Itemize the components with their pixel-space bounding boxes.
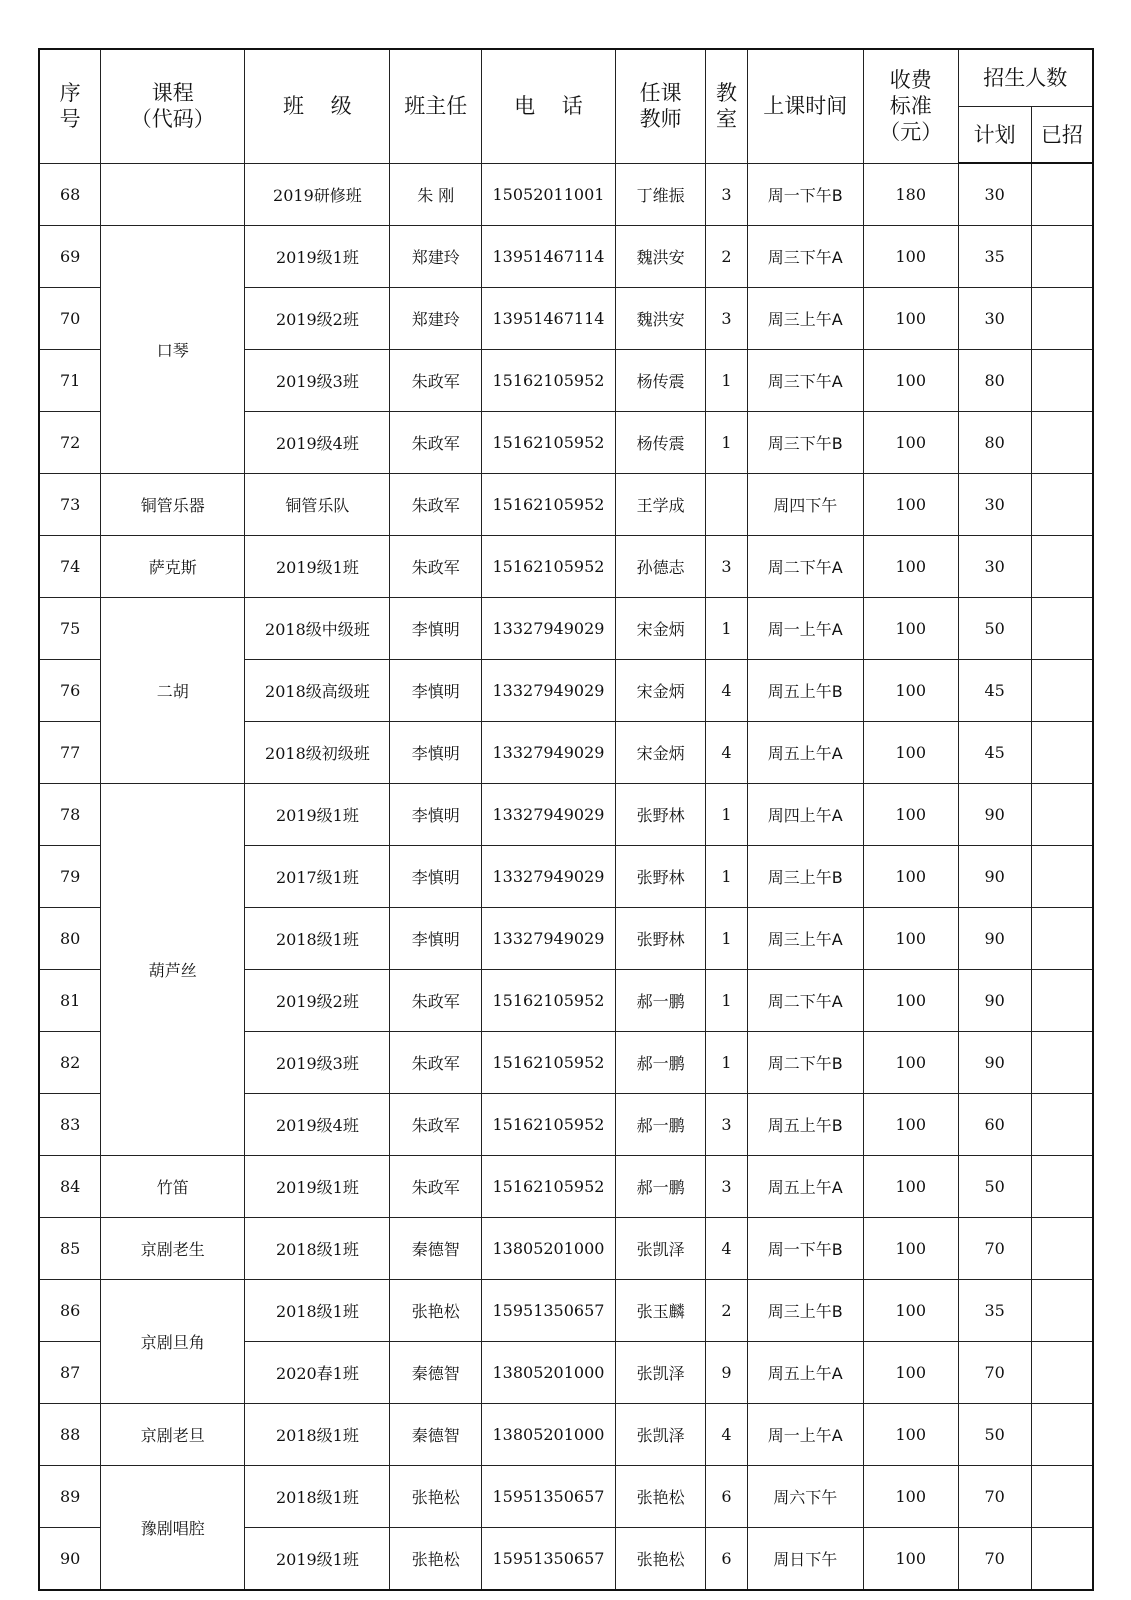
phone-cell: 13327949029 bbox=[482, 722, 616, 784]
room-cell: 4 bbox=[706, 660, 747, 722]
enrolled-cell bbox=[1031, 1528, 1093, 1591]
class-cell: 2020春1班 bbox=[245, 1342, 390, 1404]
class-cell: 2018级1班 bbox=[245, 908, 390, 970]
phone-cell: 13805201000 bbox=[482, 1218, 616, 1280]
room-cell: 1 bbox=[706, 908, 747, 970]
teacher-cell: 魏洪安 bbox=[615, 226, 706, 288]
room-cell: 1 bbox=[706, 846, 747, 908]
class-cell: 2017级1班 bbox=[245, 846, 390, 908]
planned-cell: 70 bbox=[958, 1466, 1031, 1528]
room-cell: 3 bbox=[706, 288, 747, 350]
room-cell: 6 bbox=[706, 1466, 747, 1528]
phone-cell: 13327949029 bbox=[482, 908, 616, 970]
phone-cell: 15951350657 bbox=[482, 1466, 616, 1528]
time-cell: 周五上午B bbox=[747, 1094, 863, 1156]
fee-cell: 100 bbox=[863, 474, 958, 536]
time-cell: 周四上午A bbox=[747, 784, 863, 846]
planned-cell: 60 bbox=[958, 1094, 1031, 1156]
header-room bbox=[706, 49, 747, 163]
table-row bbox=[39, 598, 1093, 660]
fee-cell: 100 bbox=[863, 350, 958, 412]
fee-cell: 100 bbox=[863, 1218, 958, 1280]
seq-cell: 73 bbox=[39, 474, 101, 536]
table-row bbox=[39, 1466, 1093, 1528]
header-teacher-line1: 任课 bbox=[639, 81, 682, 106]
header-enrolled: 已招 bbox=[1031, 107, 1093, 164]
planned-cell: 90 bbox=[958, 970, 1031, 1032]
time-cell: 周五上午A bbox=[747, 722, 863, 784]
seq-cell: 85 bbox=[39, 1218, 101, 1280]
fee-cell: 100 bbox=[863, 660, 958, 722]
fee-cell: 100 bbox=[863, 1156, 958, 1218]
head-teacher-cell: 李慎明 bbox=[390, 846, 482, 908]
room-cell: 1 bbox=[706, 970, 747, 1032]
time-cell: 周一上午A bbox=[747, 1404, 863, 1466]
teacher-cell: 宋金炳 bbox=[615, 598, 706, 660]
phone-cell: 13951467114 bbox=[482, 288, 616, 350]
head-teacher-cell: 张艳松 bbox=[390, 1280, 482, 1342]
time-cell: 周日下午 bbox=[747, 1528, 863, 1591]
table-row bbox=[39, 1280, 1093, 1342]
seq-cell: 76 bbox=[39, 660, 101, 722]
time-cell: 周二下午A bbox=[747, 536, 863, 598]
teacher-cell: 郝一鹏 bbox=[615, 1094, 706, 1156]
phone-cell: 13327949029 bbox=[482, 846, 616, 908]
teacher-cell: 张野林 bbox=[615, 908, 706, 970]
enrolled-cell bbox=[1031, 226, 1093, 288]
seq-cell: 86 bbox=[39, 1280, 101, 1342]
teacher-cell: 杨传震 bbox=[615, 412, 706, 474]
fee-cell: 100 bbox=[863, 598, 958, 660]
enrolled-cell bbox=[1031, 1466, 1093, 1528]
room-cell: 1 bbox=[706, 1032, 747, 1094]
head-teacher-cell: 朱政军 bbox=[390, 1094, 482, 1156]
class-cell: 2018级1班 bbox=[245, 1218, 390, 1280]
fee-cell: 100 bbox=[863, 784, 958, 846]
seq-cell: 87 bbox=[39, 1342, 101, 1404]
head-teacher-cell: 李慎明 bbox=[390, 722, 482, 784]
time-cell: 周三上午A bbox=[747, 908, 863, 970]
class-cell: 2019级1班 bbox=[245, 226, 390, 288]
table-header bbox=[39, 49, 1093, 163]
course-cell: 铜管乐器 bbox=[101, 474, 245, 536]
enrolled-cell bbox=[1031, 1342, 1093, 1404]
phone-cell: 15162105952 bbox=[482, 536, 616, 598]
phone-cell: 15951350657 bbox=[482, 1280, 616, 1342]
course-schedule-table bbox=[38, 48, 1094, 1591]
planned-cell: 50 bbox=[958, 1156, 1031, 1218]
table-row bbox=[39, 784, 1093, 846]
time-cell: 周五上午A bbox=[747, 1342, 863, 1404]
teacher-cell: 张凯泽 bbox=[615, 1342, 706, 1404]
phone-cell: 13327949029 bbox=[482, 784, 616, 846]
seq-cell: 80 bbox=[39, 908, 101, 970]
time-cell: 周一下午B bbox=[747, 1218, 863, 1280]
seq-cell: 81 bbox=[39, 970, 101, 1032]
head-teacher-cell: 朱政军 bbox=[390, 1156, 482, 1218]
teacher-cell: 王学成 bbox=[615, 474, 706, 536]
enrolled-cell bbox=[1031, 1404, 1093, 1466]
room-cell: 3 bbox=[706, 1156, 747, 1218]
course-cell: 葫芦丝 bbox=[101, 784, 245, 1156]
enrolled-cell bbox=[1031, 598, 1093, 660]
course-cell: 萨克斯 bbox=[101, 536, 245, 598]
room-cell: 1 bbox=[706, 784, 747, 846]
fee-cell: 100 bbox=[863, 1094, 958, 1156]
head-teacher-cell: 张艳松 bbox=[390, 1528, 482, 1591]
head-teacher-cell: 李慎明 bbox=[390, 908, 482, 970]
header-room-line2: 室 bbox=[716, 107, 738, 132]
room-cell: 2 bbox=[706, 226, 747, 288]
phone-cell: 13805201000 bbox=[482, 1342, 616, 1404]
fee-cell: 100 bbox=[863, 536, 958, 598]
fee-cell: 100 bbox=[863, 970, 958, 1032]
course-cell: 口琴 bbox=[101, 226, 245, 474]
enrolled-cell bbox=[1031, 908, 1093, 970]
head-teacher-cell: 李慎明 bbox=[390, 660, 482, 722]
head-teacher-cell: 朱政军 bbox=[390, 350, 482, 412]
enrolled-cell bbox=[1031, 1032, 1093, 1094]
room-cell: 1 bbox=[706, 598, 747, 660]
fee-cell: 100 bbox=[863, 1466, 958, 1528]
header-course bbox=[101, 49, 245, 163]
header-phone-label: 电 话 bbox=[514, 94, 583, 119]
teacher-cell: 郝一鹏 bbox=[615, 1032, 706, 1094]
head-teacher-cell: 秦德智 bbox=[390, 1404, 482, 1466]
planned-cell: 70 bbox=[958, 1218, 1031, 1280]
phone-cell: 13327949029 bbox=[482, 660, 616, 722]
enrolled-cell bbox=[1031, 1156, 1093, 1218]
header-time: 上课时间 bbox=[747, 49, 863, 163]
room-cell bbox=[706, 474, 747, 536]
table-row bbox=[39, 1156, 1093, 1218]
class-cell: 2019研修班 bbox=[245, 163, 390, 226]
header-fee bbox=[863, 49, 958, 163]
fee-cell: 100 bbox=[863, 288, 958, 350]
planned-cell: 80 bbox=[958, 350, 1031, 412]
phone-cell: 13951467114 bbox=[482, 226, 616, 288]
fee-cell: 100 bbox=[863, 1032, 958, 1094]
enrolled-cell bbox=[1031, 970, 1093, 1032]
seq-cell: 78 bbox=[39, 784, 101, 846]
header-room-line1: 教 bbox=[716, 81, 738, 106]
enrolled-cell bbox=[1031, 846, 1093, 908]
teacher-cell: 张艳松 bbox=[615, 1466, 706, 1528]
planned-cell: 50 bbox=[958, 598, 1031, 660]
seq-cell: 83 bbox=[39, 1094, 101, 1156]
teacher-cell: 宋金炳 bbox=[615, 722, 706, 784]
head-teacher-cell: 朱政军 bbox=[390, 412, 482, 474]
head-teacher-cell: 朱政军 bbox=[390, 1032, 482, 1094]
enrolled-cell bbox=[1031, 1280, 1093, 1342]
phone-cell: 15162105952 bbox=[482, 1094, 616, 1156]
teacher-cell: 孙德志 bbox=[615, 536, 706, 598]
teacher-cell: 杨传震 bbox=[615, 350, 706, 412]
room-cell: 3 bbox=[706, 163, 747, 226]
room-cell: 6 bbox=[706, 1528, 747, 1591]
phone-cell: 13805201000 bbox=[482, 1404, 616, 1466]
enrolled-cell bbox=[1031, 1094, 1093, 1156]
enrolled-cell bbox=[1031, 784, 1093, 846]
time-cell: 周一下午B bbox=[747, 163, 863, 226]
fee-cell: 100 bbox=[863, 846, 958, 908]
seq-cell: 79 bbox=[39, 846, 101, 908]
enrolled-cell bbox=[1031, 660, 1093, 722]
seq-cell: 69 bbox=[39, 226, 101, 288]
header-seq-line1: 序 bbox=[59, 81, 81, 106]
fee-cell: 100 bbox=[863, 1280, 958, 1342]
time-cell: 周三上午A bbox=[747, 288, 863, 350]
header-class bbox=[245, 49, 390, 163]
enrolled-cell bbox=[1031, 1218, 1093, 1280]
class-cell: 2018级1班 bbox=[245, 1280, 390, 1342]
head-teacher-cell: 张艳松 bbox=[390, 1466, 482, 1528]
time-cell: 周一上午A bbox=[747, 598, 863, 660]
enrolled-cell bbox=[1031, 722, 1093, 784]
seq-cell: 88 bbox=[39, 1404, 101, 1466]
head-teacher-cell: 李慎明 bbox=[390, 784, 482, 846]
header-enroll: 招生人数 bbox=[958, 49, 1093, 107]
time-cell: 周二下午A bbox=[747, 970, 863, 1032]
planned-cell: 70 bbox=[958, 1342, 1031, 1404]
teacher-cell: 张艳松 bbox=[615, 1528, 706, 1591]
fee-cell: 100 bbox=[863, 1404, 958, 1466]
teacher-cell: 张野林 bbox=[615, 784, 706, 846]
course-cell: 竹笛 bbox=[101, 1156, 245, 1218]
header-phone bbox=[482, 49, 616, 163]
head-teacher-cell: 朱政军 bbox=[390, 970, 482, 1032]
table-row bbox=[39, 226, 1093, 288]
enrolled-cell bbox=[1031, 350, 1093, 412]
phone-cell: 15052011001 bbox=[482, 163, 616, 226]
class-cell: 2019级1班 bbox=[245, 1528, 390, 1591]
class-cell: 2019级1班 bbox=[245, 1156, 390, 1218]
time-cell: 周五上午A bbox=[747, 1156, 863, 1218]
fee-cell: 180 bbox=[863, 163, 958, 226]
teacher-cell: 丁维振 bbox=[615, 163, 706, 226]
class-cell: 2018级1班 bbox=[245, 1466, 390, 1528]
fee-cell: 100 bbox=[863, 1342, 958, 1404]
teacher-cell: 魏洪安 bbox=[615, 288, 706, 350]
seq-cell: 75 bbox=[39, 598, 101, 660]
enrolled-cell bbox=[1031, 536, 1093, 598]
planned-cell: 90 bbox=[958, 784, 1031, 846]
head-teacher-cell: 郑建玲 bbox=[390, 288, 482, 350]
header-class-label: 班 级 bbox=[283, 94, 352, 119]
course-cell: 京剧老旦 bbox=[101, 1404, 245, 1466]
class-cell: 2019级2班 bbox=[245, 288, 390, 350]
class-cell: 2018级中级班 bbox=[245, 598, 390, 660]
room-cell: 3 bbox=[706, 536, 747, 598]
time-cell: 周二下午B bbox=[747, 1032, 863, 1094]
time-cell: 周三上午B bbox=[747, 846, 863, 908]
phone-cell: 15162105952 bbox=[482, 970, 616, 1032]
head-teacher-cell: 秦德智 bbox=[390, 1218, 482, 1280]
course-cell: 豫剧唱腔 bbox=[101, 1466, 245, 1591]
head-teacher-cell: 朱 刚 bbox=[390, 163, 482, 226]
fee-cell: 100 bbox=[863, 412, 958, 474]
header-seq bbox=[39, 49, 101, 163]
table-row bbox=[39, 474, 1093, 536]
phone-cell: 15951350657 bbox=[482, 1528, 616, 1591]
seq-cell: 77 bbox=[39, 722, 101, 784]
header-fee-line1: 收费 bbox=[889, 68, 932, 93]
room-cell: 3 bbox=[706, 1094, 747, 1156]
teacher-cell: 郝一鹏 bbox=[615, 970, 706, 1032]
header-teacher bbox=[615, 49, 706, 163]
planned-cell: 30 bbox=[958, 288, 1031, 350]
head-teacher-cell: 朱政军 bbox=[390, 474, 482, 536]
enrolled-cell bbox=[1031, 163, 1093, 226]
seq-cell: 84 bbox=[39, 1156, 101, 1218]
teacher-cell: 郝一鹏 bbox=[615, 1156, 706, 1218]
header-seq-line2: 号 bbox=[59, 107, 81, 132]
course-cell: 二胡 bbox=[101, 598, 245, 784]
class-cell: 2019级1班 bbox=[245, 536, 390, 598]
time-cell: 周四下午 bbox=[747, 474, 863, 536]
phone-cell: 15162105952 bbox=[482, 350, 616, 412]
enrolled-cell bbox=[1031, 288, 1093, 350]
seq-cell: 70 bbox=[39, 288, 101, 350]
course-cell bbox=[101, 163, 245, 226]
fee-cell: 100 bbox=[863, 226, 958, 288]
seq-cell: 74 bbox=[39, 536, 101, 598]
planned-cell: 30 bbox=[958, 163, 1031, 226]
phone-cell: 13327949029 bbox=[482, 598, 616, 660]
planned-cell: 70 bbox=[958, 1528, 1031, 1591]
class-cell: 2018级1班 bbox=[245, 1404, 390, 1466]
teacher-cell: 张野林 bbox=[615, 846, 706, 908]
head-teacher-cell: 秦德智 bbox=[390, 1342, 482, 1404]
enrolled-cell bbox=[1031, 474, 1093, 536]
time-cell: 周六下午 bbox=[747, 1466, 863, 1528]
planned-cell: 90 bbox=[958, 908, 1031, 970]
header-teacher-line2: 教师 bbox=[639, 107, 682, 132]
class-cell: 铜管乐队 bbox=[245, 474, 390, 536]
time-cell: 周五上午B bbox=[747, 660, 863, 722]
time-cell: 周三下午A bbox=[747, 350, 863, 412]
course-cell: 京剧旦角 bbox=[101, 1280, 245, 1404]
phone-cell: 15162105952 bbox=[482, 1156, 616, 1218]
table-body bbox=[39, 163, 1093, 1590]
teacher-cell: 张玉麟 bbox=[615, 1280, 706, 1342]
room-cell: 4 bbox=[706, 1404, 747, 1466]
planned-cell: 80 bbox=[958, 412, 1031, 474]
class-cell: 2019级3班 bbox=[245, 350, 390, 412]
teacher-cell: 张凯泽 bbox=[615, 1218, 706, 1280]
head-teacher-cell: 朱政军 bbox=[390, 536, 482, 598]
time-cell: 周三下午B bbox=[747, 412, 863, 474]
room-cell: 4 bbox=[706, 722, 747, 784]
header-fee-line2: 标准 bbox=[889, 94, 932, 119]
class-cell: 2019级2班 bbox=[245, 970, 390, 1032]
class-cell: 2018级初级班 bbox=[245, 722, 390, 784]
planned-cell: 50 bbox=[958, 1404, 1031, 1466]
seq-cell: 89 bbox=[39, 1466, 101, 1528]
room-cell: 1 bbox=[706, 350, 747, 412]
planned-cell: 30 bbox=[958, 536, 1031, 598]
fee-cell: 100 bbox=[863, 1528, 958, 1591]
room-cell: 1 bbox=[706, 412, 747, 474]
planned-cell: 45 bbox=[958, 660, 1031, 722]
seq-cell: 72 bbox=[39, 412, 101, 474]
header-course-line2: （代码） bbox=[130, 107, 215, 132]
teacher-cell: 宋金炳 bbox=[615, 660, 706, 722]
class-cell: 2019级1班 bbox=[245, 784, 390, 846]
phone-cell: 15162105952 bbox=[482, 412, 616, 474]
planned-cell: 35 bbox=[958, 226, 1031, 288]
planned-cell: 90 bbox=[958, 846, 1031, 908]
head-teacher-cell: 郑建玲 bbox=[390, 226, 482, 288]
fee-cell: 100 bbox=[863, 908, 958, 970]
planned-cell: 35 bbox=[958, 1280, 1031, 1342]
seq-cell: 71 bbox=[39, 350, 101, 412]
class-cell: 2018级高级班 bbox=[245, 660, 390, 722]
class-cell: 2019级4班 bbox=[245, 412, 390, 474]
header-course-line1: 课程 bbox=[151, 81, 194, 106]
fee-cell: 100 bbox=[863, 722, 958, 784]
table-row bbox=[39, 163, 1093, 226]
planned-cell: 90 bbox=[958, 1032, 1031, 1094]
seq-cell: 82 bbox=[39, 1032, 101, 1094]
header-head-teacher: 班主任 bbox=[390, 49, 482, 163]
seq-cell: 90 bbox=[39, 1528, 101, 1591]
time-cell: 周三下午A bbox=[747, 226, 863, 288]
room-cell: 2 bbox=[706, 1280, 747, 1342]
table-row bbox=[39, 1404, 1093, 1466]
class-cell: 2019级3班 bbox=[245, 1032, 390, 1094]
planned-cell: 45 bbox=[958, 722, 1031, 784]
room-cell: 9 bbox=[706, 1342, 747, 1404]
teacher-cell: 张凯泽 bbox=[615, 1404, 706, 1466]
enrolled-cell bbox=[1031, 412, 1093, 474]
phone-cell: 15162105952 bbox=[482, 1032, 616, 1094]
planned-cell: 30 bbox=[958, 474, 1031, 536]
head-teacher-cell: 李慎明 bbox=[390, 598, 482, 660]
phone-cell: 15162105952 bbox=[482, 474, 616, 536]
table-row bbox=[39, 536, 1093, 598]
time-cell: 周三上午B bbox=[747, 1280, 863, 1342]
room-cell: 4 bbox=[706, 1218, 747, 1280]
table-row bbox=[39, 1218, 1093, 1280]
header-fee-line3: （元） bbox=[879, 120, 943, 145]
seq-cell: 68 bbox=[39, 163, 101, 226]
course-cell: 京剧老生 bbox=[101, 1218, 245, 1280]
class-cell: 2019级4班 bbox=[245, 1094, 390, 1156]
header-planned: 计划 bbox=[958, 107, 1031, 164]
